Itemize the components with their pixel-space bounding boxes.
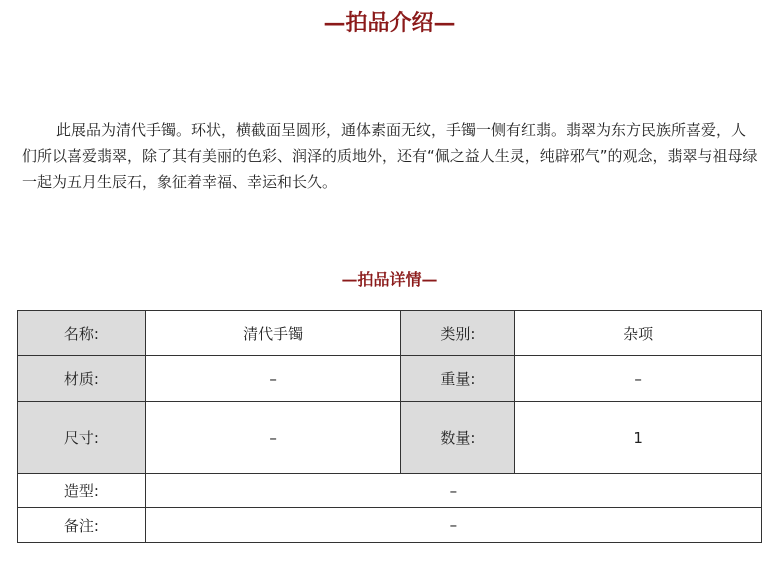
weight-value: – — [515, 356, 762, 402]
remarks-value: – — [145, 508, 761, 543]
table-row — [18, 311, 762, 356]
intro-heading: —拍品介绍— — [323, 10, 456, 36]
material-value: – — [145, 356, 401, 402]
weight-label: 重量: — [401, 356, 515, 402]
category-value: 杂项 — [515, 311, 762, 356]
name-label: 名称: — [18, 311, 146, 356]
table-row — [18, 356, 762, 402]
remarks-label: 备注: — [18, 508, 146, 543]
category-label: 类别: — [401, 311, 515, 356]
material-label: 材质: — [18, 356, 146, 402]
item-description: 此展品为清代手镯。环状，横截面呈圆形，通体素面无纹，手镯一侧有红翡。翡翠为东方民族所喜爱，人们所以喜爱翡翠，除了其有美丽的色彩、润泽的质地外，还有“佩之益人生灵，纯辟邪气”的观念，翡翠与祖母绿一起为五月生辰石，象征着幸福、幸运和长久。 — [22, 121, 758, 191]
details-heading: —拍品详情— — [341, 270, 438, 289]
shape-value: – — [145, 474, 761, 508]
table-row — [18, 402, 762, 474]
name-value: 清代手镯 — [145, 311, 401, 356]
table-row — [18, 508, 762, 543]
quantity-value: 1 — [515, 402, 762, 474]
table-row — [18, 474, 762, 508]
details-table — [17, 310, 762, 543]
size-value: – — [145, 402, 401, 474]
quantity-label: 数量: — [401, 402, 515, 474]
size-label: 尺寸: — [18, 402, 146, 474]
shape-label: 造型: — [18, 474, 146, 508]
